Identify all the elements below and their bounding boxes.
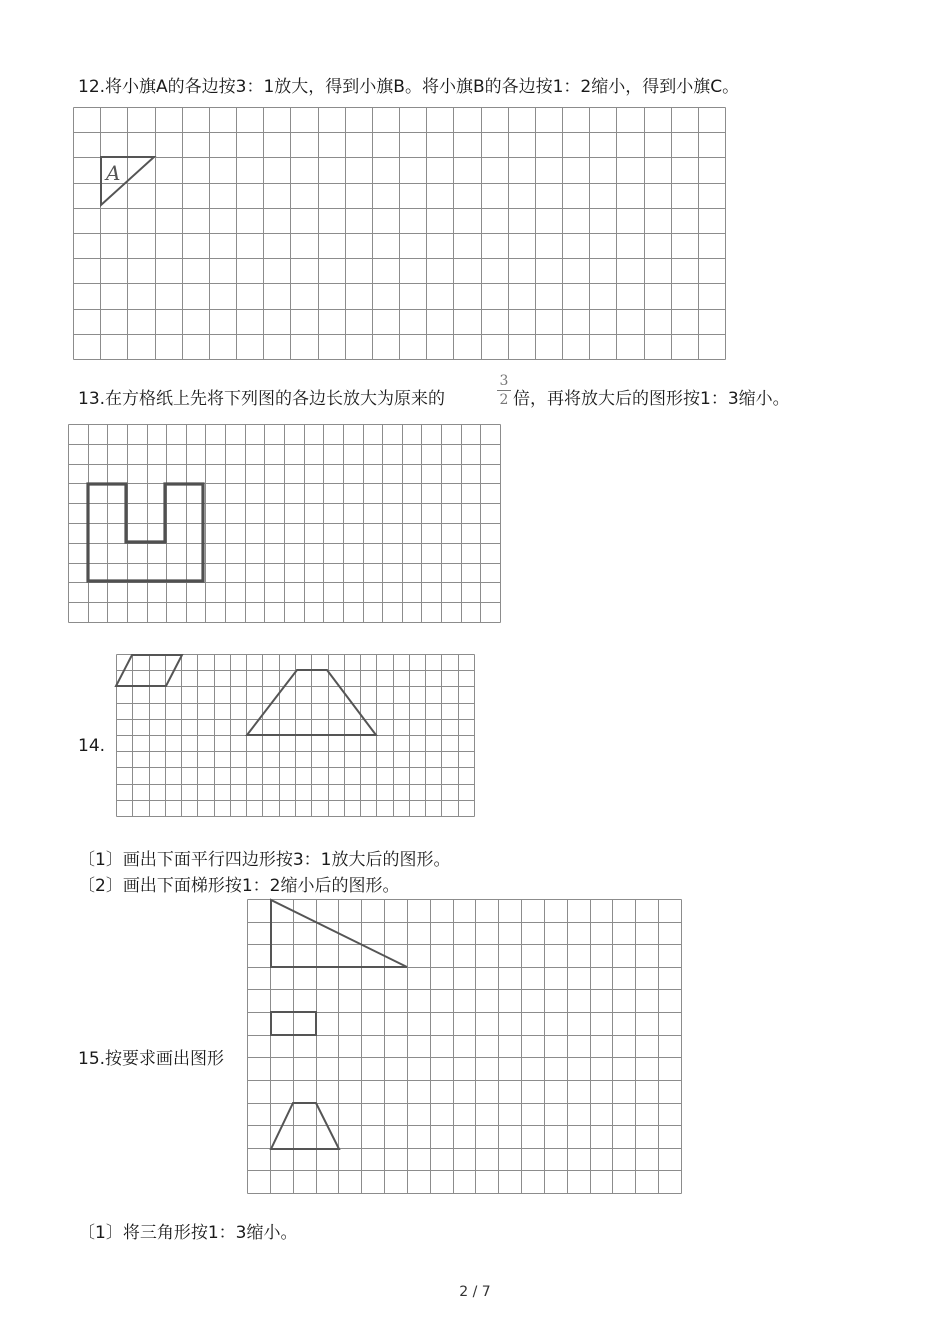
q13-grid bbox=[68, 424, 502, 625]
q14-label: 14. bbox=[78, 736, 106, 756]
fraction-denominator: 2 bbox=[499, 392, 509, 408]
flag-a-label: A bbox=[106, 161, 121, 185]
q15-sub1: 〔1〕将三角形按1：3缩小。 bbox=[78, 1223, 298, 1243]
q14-sub1: 〔1〕画出下面平行四边形按3：1放大后的图形。 bbox=[78, 850, 451, 870]
fraction-bar bbox=[497, 390, 511, 391]
q12-grid bbox=[73, 107, 728, 363]
q12-text: 12.将小旗A的各边按3：1放大，得到小旗B。将小旗B的各边按1：2缩小，得到小旗C。 bbox=[78, 77, 740, 97]
scale-fraction bbox=[495, 374, 513, 407]
q15-grid bbox=[247, 899, 683, 1196]
fraction-numerator: 3 bbox=[499, 373, 509, 389]
q14-sub2: 〔2〕画出下面梯形按1：2缩小后的图形。 bbox=[78, 876, 400, 896]
q13-text-after: 倍，再将放大后的图形按1：3缩小。 bbox=[513, 389, 790, 409]
q15-label: 15.按要求画出图形 bbox=[78, 1049, 225, 1069]
grid-lines bbox=[69, 425, 501, 623]
grid-lines bbox=[74, 108, 726, 360]
q14-grid bbox=[116, 654, 476, 819]
q13-text-before: 13.在方格纸上先将下列图的各边长放大为原来的 bbox=[78, 389, 446, 409]
page-number: 2 / 7 bbox=[459, 1284, 491, 1300]
u-shape bbox=[88, 484, 203, 581]
